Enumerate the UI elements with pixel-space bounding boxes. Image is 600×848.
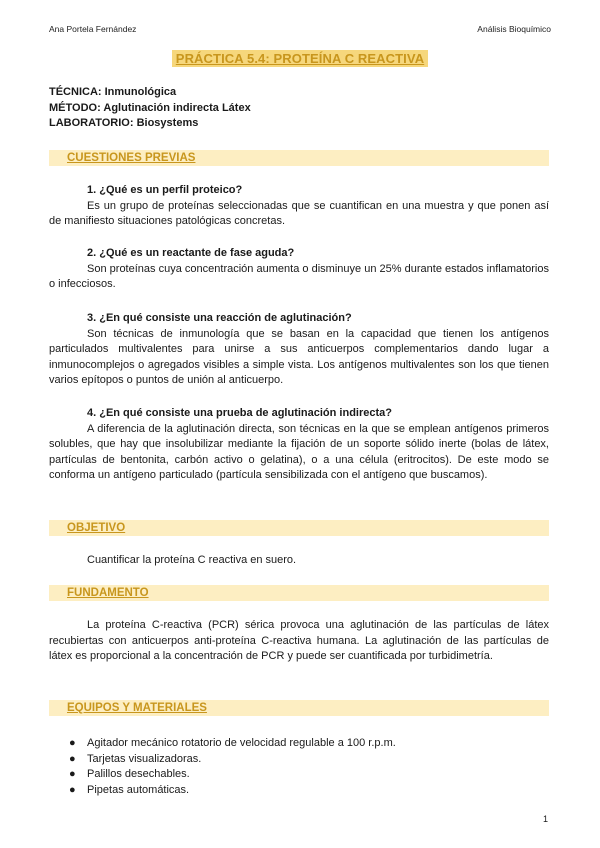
section-fundamento: FUNDAMENTO bbox=[49, 585, 549, 601]
question-4-text: A diferencia de la aglutinación directa, son técnicas en la que se emplean antígenos primeros solubles, que hay que insolubilizar mediante la fijación de un soporte sólido inerte (bolas de látex, partículas de bentonita, carbón activo o gelatina), o a una célula (eritrocitos). De este modo se conforma un antígeno particulado (partícula sensibilizada con el antígeno que buscamos). bbox=[49, 422, 549, 481]
title-wrapper bbox=[0, 50, 600, 68]
bullet-icon: ● bbox=[69, 752, 76, 765]
meta-tecnica: TÉCNICA: Inmunológica bbox=[49, 86, 177, 98]
document-title: PRÁCTICA 5.4: PROTEÍNA C REACTIVA bbox=[172, 50, 428, 67]
meta-metodo: MÉTODO: Aglutinación indirecta Látex bbox=[49, 101, 251, 114]
question-1-text: Es un grupo de proteínas seleccionadas que se cuantifican en una muestra y que ponen así de manifiesto situaciones patológicas concretas. bbox=[49, 199, 549, 227]
section-objetivo: OBJETIVO bbox=[49, 520, 549, 536]
question-2-title: 2. ¿Qué es un reactante de fase aguda? bbox=[87, 247, 295, 259]
page-header bbox=[49, 24, 551, 36]
question-3-title: 3. ¿En qué consiste una reacción de aglutinación? bbox=[87, 312, 352, 324]
question-4-title: 4. ¿En qué consiste una prueba de aglutinación indirecta? bbox=[87, 407, 392, 419]
bullet-icon: ● bbox=[69, 783, 76, 796]
question-3-text: Son técnicas de inmunología que se basan en la capacidad que tienen los antígenos particulados multivalentes para unirse a sus anticuerpos complementarios dando lugar a inmunocomplejos o agregados visibles a simple vista. Los antígenos multivalentes son los que tienen varios epítopos o puntos de unión al anticuerpo. bbox=[49, 327, 549, 386]
question-2-text: Son proteínas cuya concentración aumenta o disminuye un 25% durante estados inflamatorios o infecciosos. bbox=[49, 262, 549, 290]
header-author: Ana Portela Fernández bbox=[49, 24, 137, 34]
header-subject: Análisis Bioquímico bbox=[477, 24, 551, 34]
meta-block bbox=[49, 85, 251, 132]
list-item bbox=[69, 736, 396, 752]
list-item bbox=[69, 783, 396, 799]
question-1 bbox=[49, 183, 549, 230]
list-item-text: Agitador mecánico rotatorio de velocidad regulable a 100 r.p.m. bbox=[87, 737, 396, 749]
bullet-icon: ● bbox=[69, 737, 76, 749]
section-equipos: EQUIPOS Y MATERIALES bbox=[49, 700, 549, 716]
page-number: 1 bbox=[542, 814, 548, 824]
question-3 bbox=[49, 311, 549, 389]
meta-laboratorio: LABORATORIO: Biosystems bbox=[49, 117, 199, 129]
section-cuestiones-previas: CUESTIONES PREVIAS bbox=[49, 150, 549, 166]
objetivo-text: Cuantificar la proteína C reactiva en suero. bbox=[87, 554, 297, 566]
question-2 bbox=[49, 246, 549, 293]
list-item bbox=[69, 767, 396, 783]
list-item-text: Tarjetas visualizadoras. bbox=[87, 752, 202, 765]
list-item-text: Palillos desechables. bbox=[87, 768, 190, 780]
list-item-text: Pipetas automáticas. bbox=[87, 783, 190, 796]
fundamento-text: La proteína C-reactiva (PCR) sérica provoca una aglutinación de las partículas de látex recubiertas con anticuerpos anti-proteína C-reactiva humana. La aglutinación de las partículas de látex es proporcional a la concentración de PCR y puede ser cuantificada por turbidimetría. bbox=[49, 619, 549, 662]
equipos-list bbox=[49, 736, 396, 798]
list-item bbox=[69, 752, 396, 768]
question-4 bbox=[49, 406, 549, 484]
question-1-title: 1. ¿Qué es un perfil proteico? bbox=[87, 184, 243, 196]
bullet-icon: ● bbox=[69, 768, 76, 780]
